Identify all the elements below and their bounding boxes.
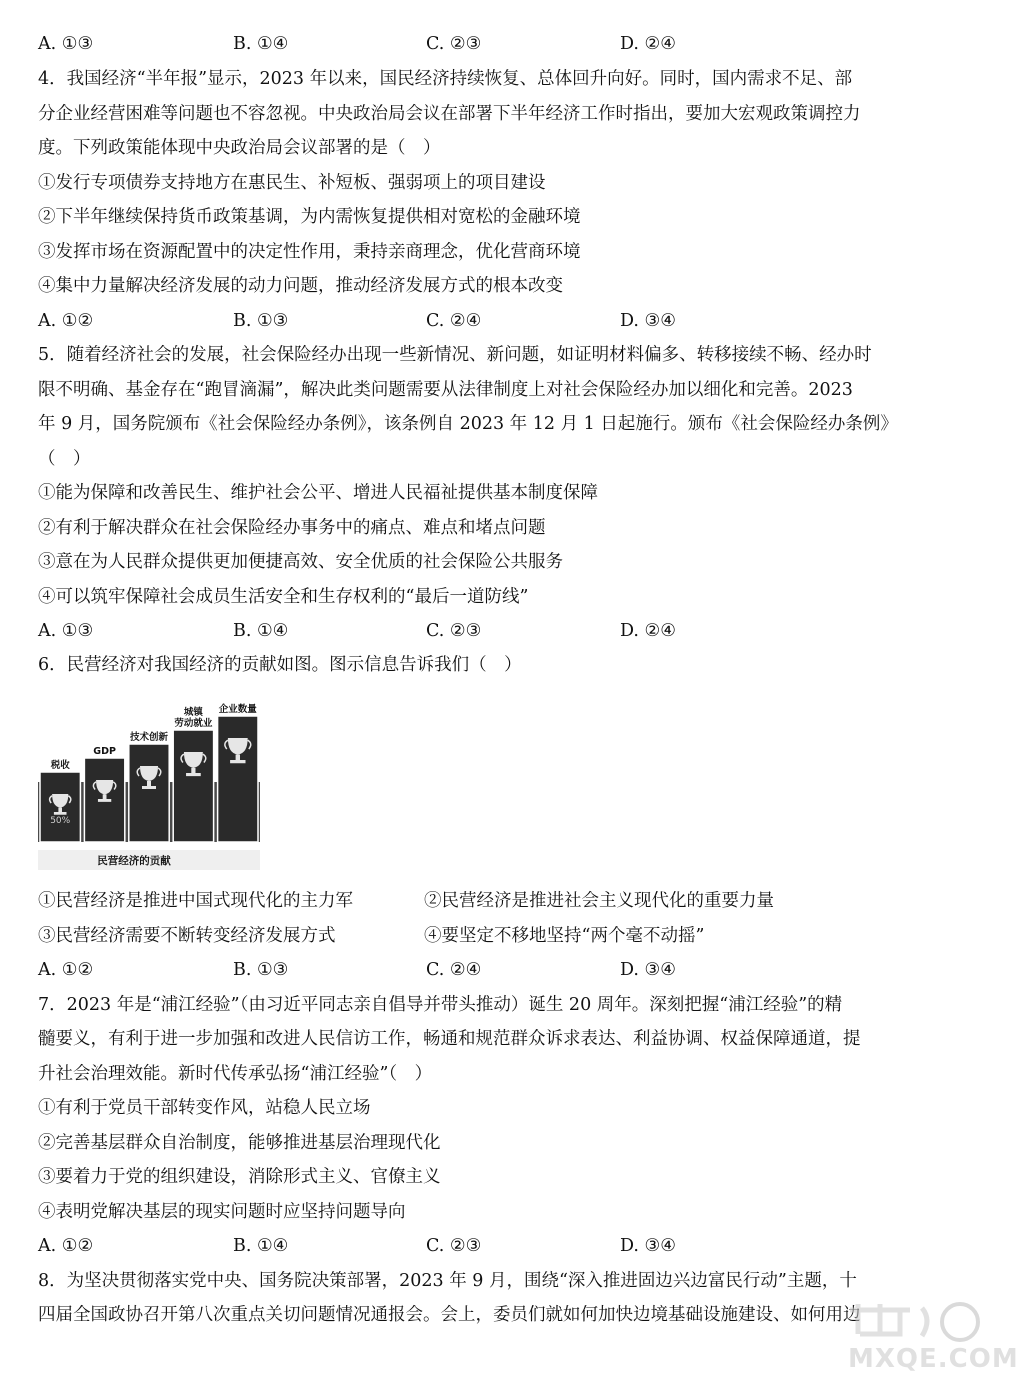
q7-option-d[interactable]: D. ③④ xyxy=(620,1236,676,1256)
chart-title: 民营经济的贡献 xyxy=(97,855,171,867)
q3-option-b[interactable]: B. ①④ xyxy=(233,34,289,54)
q6-stem: 6．民营经济对我国经济的贡献如图。图示信息告诉我们（ ） xyxy=(38,655,522,675)
q4-options xyxy=(38,309,958,333)
q4-option-c[interactable]: C. ②④ xyxy=(426,311,482,331)
q7-stem-line-3: 升社会治理效能。新时代传承弘扬“浦江经验”（ ） xyxy=(38,1064,433,1084)
q6-options xyxy=(38,958,958,982)
q7-stem-line-1: 7．2023 年是“浦江经验”（由习近平同志亲自倡导并带头推动）诞生 20 周年。深刻把握“浦江经验”的精 xyxy=(38,995,843,1015)
chart-bar-group xyxy=(129,731,169,842)
chart-bar xyxy=(218,716,258,842)
q5-item-2: ②有利于解决群众在社会保险经办事务中的痛点、难点和堵点问题 xyxy=(38,518,546,538)
q6-option-b[interactable]: B. ①③ xyxy=(233,960,289,980)
q6-option-a[interactable]: A. ①② xyxy=(38,960,94,980)
chart-category-label: 劳动就业 xyxy=(174,718,213,729)
q5-item-4: ④可以筑牢保障社会成员生活安全和生存权利的“最后一道防线” xyxy=(38,587,529,607)
q7-item-4: ④表明党解决基层的现实问题时应坚持问题导向 xyxy=(38,1202,406,1222)
q5-option-b[interactable]: B. ①④ xyxy=(233,621,289,641)
q5-option-c[interactable]: C. ②③ xyxy=(426,621,482,641)
q6-item-3: ③民营经济需要不断转变经济发展方式 xyxy=(38,926,336,946)
q6-item-2: ②民营经济是推进社会主义现代化的重要力量 xyxy=(424,891,774,911)
q5-options xyxy=(38,619,958,643)
chart-category-label: 技术创新 xyxy=(129,732,169,743)
chart-bar-group xyxy=(84,746,124,842)
q3-option-d[interactable]: D. ②④ xyxy=(620,34,676,54)
q5-stem-line-4: （ ） xyxy=(38,449,91,469)
q4-stem-line-3: 度。下列政策能体现中央政治局会议部署的是（ ） xyxy=(38,138,441,158)
q4-stem-line-1: 4．我国经济“半年报”显示，2023 年以来，国民经济持续恢复、总体回升向好。同时，国内需求不足、部 xyxy=(38,69,853,89)
chart-bar xyxy=(173,730,213,842)
q7-option-a[interactable]: A. ①② xyxy=(38,1236,94,1256)
q6-option-c[interactable]: C. ②④ xyxy=(426,960,482,980)
chart-category-label: 企业数量 xyxy=(218,704,257,715)
chart-category-label: 城镇 xyxy=(183,707,203,718)
chart-value-label: 50% xyxy=(50,815,71,826)
q5-item-3: ③意在为人民群众提供更加便捷高效、安全优质的社会保险公共服务 xyxy=(38,552,563,572)
watermark-text: MXQE.COM xyxy=(848,1344,1019,1374)
q8-stem-line-2: 四届全国政协召开第八次重点关切问题情况通报会。会上，委员们就如何加快边境基础设施建设、如何用边 xyxy=(38,1305,861,1325)
q4-item-3: ③发挥市场在资源配置中的决定性作用，秉持亲商理念，优化营商环境 xyxy=(38,242,581,262)
q6-option-d[interactable]: D. ③④ xyxy=(620,960,676,980)
q7-option-b[interactable]: B. ①④ xyxy=(233,1236,289,1256)
q5-option-a[interactable]: A. ①③ xyxy=(38,621,94,641)
q7-options xyxy=(38,1234,958,1258)
q4-option-a[interactable]: A. ①② xyxy=(38,311,94,331)
q5-stem-line-2: 限不明确、基金存在“跑冒滴漏”，解决此类问题需要从法律制度上对社会保险经办加以细化和完善。2023 xyxy=(38,380,853,400)
q4-item-1: ①发行专项债券支持地方在惠民生、补短板、强弱项上的项目建设 xyxy=(38,173,546,193)
q4-item-2: ②下半年继续保持货币政策基调，为内需恢复提供相对宽松的金融环境 xyxy=(38,207,581,227)
q5-stem-line-1: 5．随着经济社会的发展，社会保险经办出现一些新情况、新问题，如证明材料偏多、转移接续不畅、经办时 xyxy=(38,345,872,365)
q6-item-1: ①民营经济是推进中国式现代化的主力军 xyxy=(38,891,353,911)
q4-item-4: ④集中力量解决经济发展的动力问题，推动经济发展方式的根本改变 xyxy=(38,276,563,296)
watermark xyxy=(810,1300,1019,1374)
q3-option-a[interactable]: A. ①③ xyxy=(38,34,94,54)
q6-items-row-1 xyxy=(38,889,958,913)
chart-category-label: GDP xyxy=(93,746,116,757)
q3-option-c[interactable]: C. ②③ xyxy=(426,34,482,54)
q5-item-1: ①能为保障和改善民生、维护社会公平、增进人民福祉提供基本制度保障 xyxy=(38,483,598,503)
q7-stem-line-2: 髓要义，有利于进一步加强和改进人民信访工作，畅通和规范群众诉求表达、利益协调、权益保障通道，提 xyxy=(38,1029,861,1049)
q3-options xyxy=(38,32,958,56)
q5-option-d[interactable]: D. ②④ xyxy=(620,621,676,641)
q4-option-d[interactable]: D. ③④ xyxy=(620,311,676,331)
q7-option-c[interactable]: C. ②③ xyxy=(426,1236,482,1256)
chart-bar-group xyxy=(40,759,80,842)
q4-stem-line-2: 分企业经营困难等问题也不容忽视。中央政治局会议在部署下半年经济工作时指出，要加大宏观政策调控力 xyxy=(38,104,861,124)
chart-bar-group xyxy=(218,703,258,842)
chart-category-label: 税收 xyxy=(50,760,70,771)
chart-bar-group xyxy=(173,706,213,842)
q6-items-row-2 xyxy=(38,924,958,948)
q7-item-1: ①有利于党员干部转变作风，站稳人民立场 xyxy=(38,1098,371,1118)
q7-item-3: ③要着力于党的组织建设，消除形式主义、官僚主义 xyxy=(38,1167,441,1187)
q5-stem-line-3: 年 9 月，国务院颁布《社会保险经办条例》，该条例自 2023 年 12 月 1 日起施行。颁布《社会保险经办条例》 xyxy=(38,414,898,434)
q7-item-2: ②完善基层群众自治制度，能够推进基层治理现代化 xyxy=(38,1133,441,1153)
private-economy-contribution-chart xyxy=(34,690,266,872)
chart-bar xyxy=(129,744,169,842)
q4-option-b[interactable]: B. ①③ xyxy=(233,311,289,331)
q8-stem-line-1: 8．为坚决贯彻落实党中央、国务院决策部署，2023 年 9 月，围绕“深入推进固边兴边富民行动”主题，十 xyxy=(38,1271,857,1291)
q6-item-4: ④要坚定不移地坚持“两个毫不动摇” xyxy=(424,926,705,946)
